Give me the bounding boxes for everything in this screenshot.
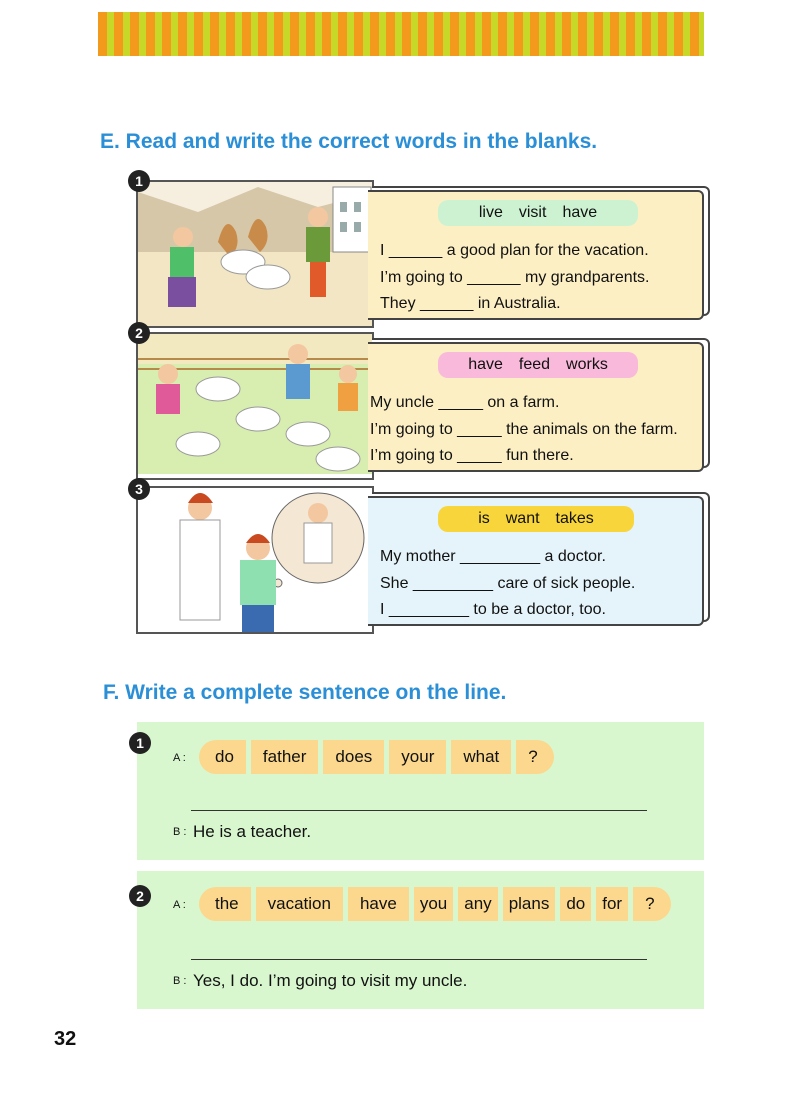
- speaker-b-label: B :: [173, 975, 187, 987]
- word-chip: your: [389, 740, 446, 774]
- word-chip: do: [199, 740, 246, 774]
- farm-sheep-illustration: [136, 332, 374, 480]
- blank-sentence: I _________ to be a doctor, too.: [380, 601, 606, 618]
- word-card: [368, 496, 704, 626]
- word-chip: what: [451, 740, 511, 774]
- blank-sentence: I’m going to _____ fun there.: [370, 447, 574, 464]
- section-e-title: E. Read and write the correct words in the blanks.: [100, 130, 598, 153]
- blank-sentence: She _________ care of sick people.: [380, 574, 636, 592]
- word-card: [368, 190, 704, 320]
- answer-line[interactable]: [191, 959, 647, 960]
- word-option: works: [566, 356, 608, 373]
- word-chip: any: [458, 887, 497, 921]
- speaker-b-answer: He is a teacher.: [193, 822, 312, 841]
- word-chip: does: [323, 740, 384, 774]
- blank-sentence: They ______ in Australia.: [380, 295, 561, 312]
- page-number: 32: [54, 1028, 77, 1050]
- speaker-b-label: B :: [173, 826, 187, 838]
- word-option: live: [478, 204, 503, 221]
- exercise-e-item-3: [135, 481, 714, 634]
- blank-sentence: My uncle _____ on a farm.: [370, 394, 560, 411]
- item-number-badge: 2: [129, 885, 151, 907]
- blank-sentence: I’m going to ______ my grandparents.: [380, 268, 650, 286]
- word-option: is: [478, 510, 490, 527]
- word-bank: [438, 506, 634, 532]
- exercise-f-item-1: [137, 722, 704, 860]
- word-card: [368, 342, 704, 472]
- word-chip: father: [251, 740, 318, 774]
- word-chip: vacation: [256, 887, 343, 921]
- kangaroo-sheep-illustration: [136, 180, 374, 328]
- word-option: takes: [555, 510, 594, 527]
- blank-sentence: I ______ a good plan for the vacation.: [380, 242, 649, 259]
- item-number-badge: 1: [128, 170, 150, 192]
- word-option: feed: [518, 356, 551, 373]
- item-number-badge: 2: [128, 322, 150, 344]
- word-chip: you: [414, 887, 453, 921]
- word-option: have: [468, 356, 503, 373]
- item-number-badge: 3: [128, 478, 150, 500]
- answer-line[interactable]: [191, 810, 647, 811]
- section-f-title: F. Write a complete sentence on the line.: [103, 681, 507, 704]
- word-chip: ?: [633, 887, 670, 921]
- word-option: want: [505, 510, 540, 527]
- word-option: visit: [518, 204, 547, 221]
- word-chip: the: [199, 887, 251, 921]
- exercise-e-item-1: [135, 173, 714, 328]
- item-number-badge: 1: [129, 732, 151, 754]
- word-chip: for: [596, 887, 628, 921]
- exercise-f-item-2: [137, 871, 704, 1009]
- word-chip: plans: [503, 887, 556, 921]
- word-bank: [438, 352, 638, 378]
- word-chip: ?: [516, 740, 553, 774]
- blank-sentence: My mother _________ a doctor.: [380, 548, 606, 565]
- speaker-b-answer: Yes, I do. I’m going to visit my uncle.: [193, 971, 468, 990]
- word-option: have: [562, 204, 598, 221]
- word-bank: [438, 200, 638, 226]
- speaker-a-label: A :: [173, 899, 186, 911]
- word-chip: have: [348, 887, 409, 921]
- blank-sentence: I’m going to _____ the animals on the farm.: [370, 420, 678, 438]
- speaker-a-label: A :: [173, 752, 186, 764]
- header-stripe: [98, 12, 704, 56]
- word-chips: [199, 740, 554, 774]
- doctor-illustration: [136, 486, 374, 634]
- word-chip: do: [560, 887, 591, 921]
- exercise-e-item-2: [135, 325, 714, 480]
- word-chips: [199, 887, 671, 921]
